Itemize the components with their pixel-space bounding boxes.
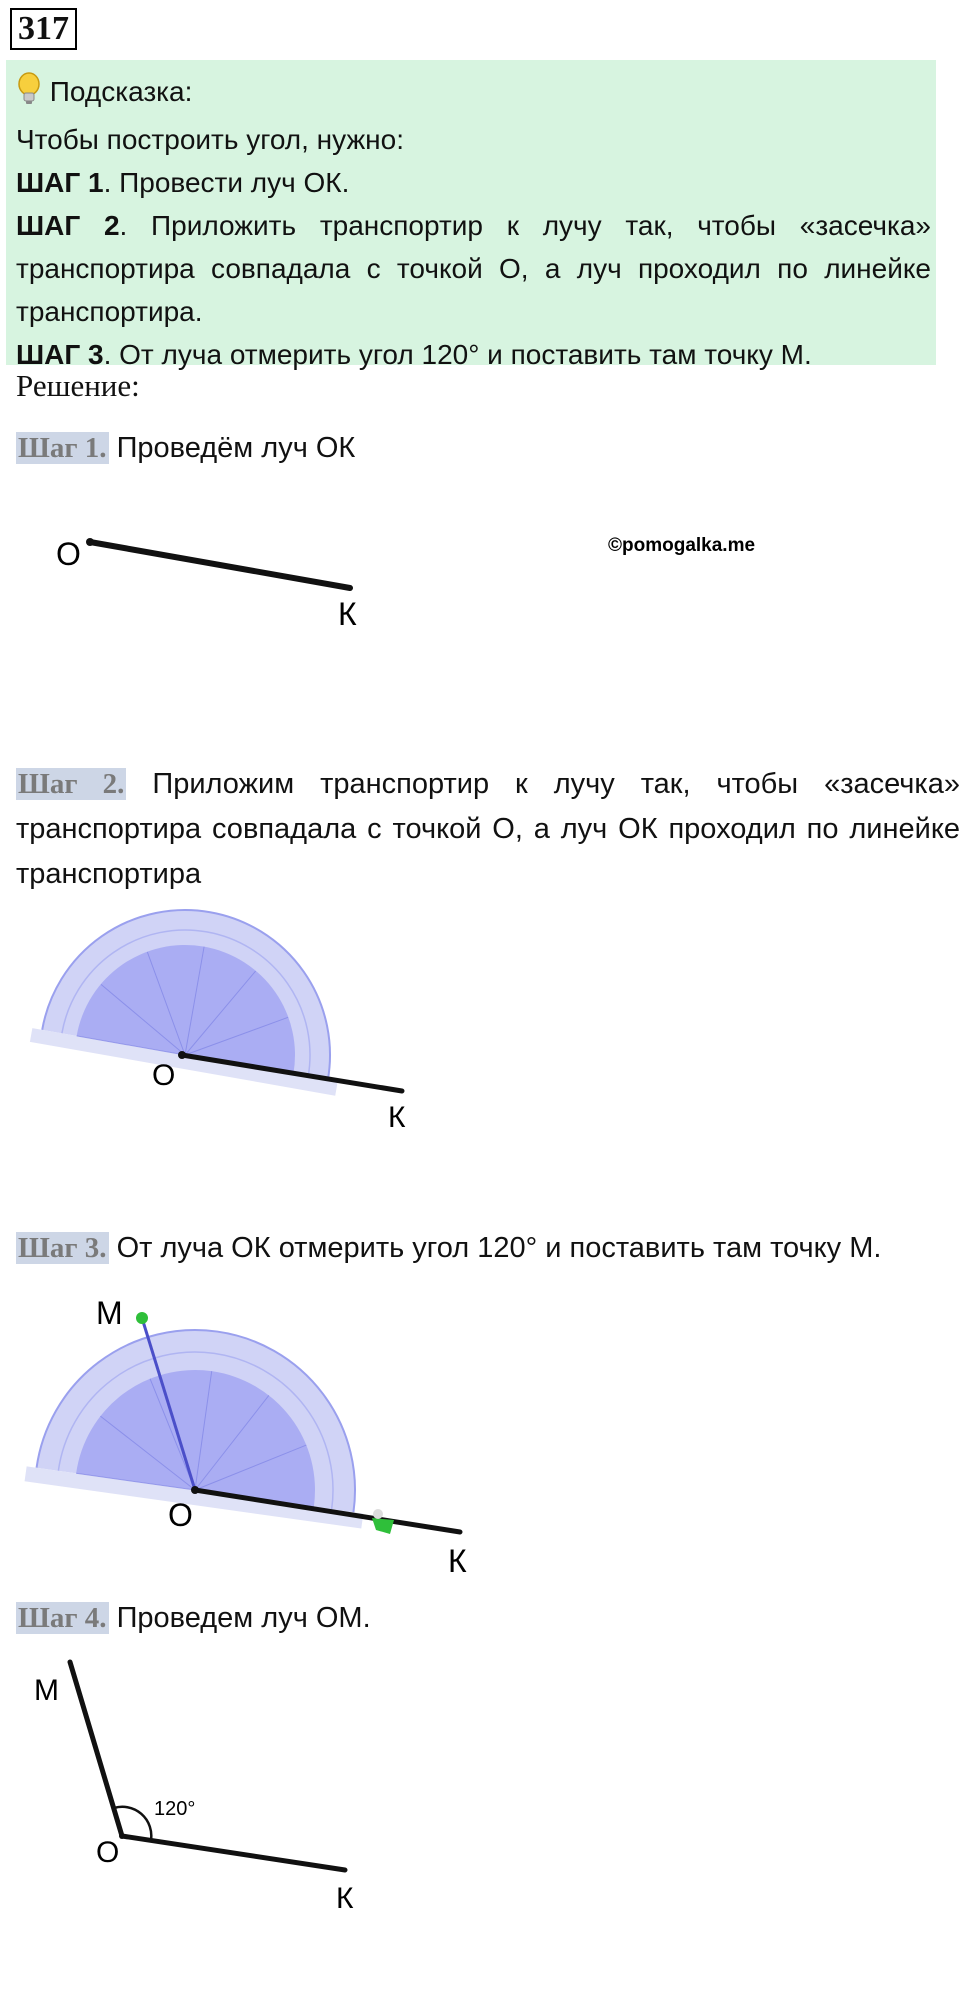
point-o	[119, 1833, 125, 1839]
step-label: Шаг 3.	[18, 1232, 107, 1264]
hint-intro: Чтобы построить угол, нужно:	[16, 124, 404, 155]
hint-step-label: ШАГ 2	[16, 210, 120, 241]
label-k: К	[448, 1543, 467, 1579]
ray-om	[70, 1662, 122, 1836]
angle-label: 120°	[154, 1798, 196, 1820]
protractor	[25, 1308, 386, 1529]
label-o: О	[56, 536, 81, 572]
point-m-marker	[136, 1312, 148, 1324]
hint-step-label: ШАГ 3	[16, 339, 104, 370]
hint-text	[16, 70, 931, 376]
step-label: Шаг 2.	[18, 768, 125, 800]
protractor-pin	[373, 1509, 383, 1519]
point-o	[178, 1051, 186, 1059]
solution-title: Решение:	[16, 368, 140, 403]
label-k: К	[338, 596, 357, 632]
step-label: Шаг 4.	[18, 1602, 107, 1634]
hint-title: Подсказка:	[49, 76, 193, 107]
hint-step-text: . Провести луч ОК.	[103, 167, 350, 198]
step-text: Проведем луч ОМ.	[108, 1602, 371, 1634]
label-m: М	[34, 1674, 59, 1707]
solution-step-2	[16, 762, 960, 897]
figure-protractor-step2	[20, 905, 440, 1145]
task-number: 317	[10, 8, 77, 50]
label-o: О	[168, 1497, 193, 1533]
hint-step-label: ШАГ 1	[16, 167, 104, 198]
label-o: О	[152, 1059, 176, 1092]
point-o	[86, 538, 94, 546]
figure-ray-ok	[40, 520, 920, 640]
label-m: М	[96, 1295, 123, 1331]
label-o: О	[96, 1836, 120, 1869]
protractor	[30, 905, 363, 1096]
step-text: Приложим транспортир к лучу так, чтобы «засечка» транспортира совпадала с точкой О, а луч ОК проходил по линейке транспортира	[16, 768, 960, 890]
label-k: К	[388, 1101, 406, 1134]
ray-ok	[90, 542, 350, 588]
solution-step-1	[16, 426, 946, 470]
ray-ok	[122, 1836, 345, 1870]
figure-protractor-step3	[20, 1290, 500, 1580]
solution-step-4	[16, 1596, 946, 1640]
point-o	[191, 1486, 199, 1494]
lightbulb-icon	[16, 72, 42, 118]
hint-step-2	[16, 204, 931, 333]
watermark: ©pomogalka.me	[608, 535, 756, 556]
hint-step-text: . Приложить транспортир к лучу так, чтобы «засечка» транспортира совпадала с точкой О, а луч проходил по линейке транспортира.	[16, 210, 931, 327]
label-k: К	[336, 1882, 354, 1915]
step-label: Шаг 1.	[18, 432, 107, 464]
hint-step-3	[16, 333, 931, 376]
hint-step-1	[16, 161, 931, 204]
green-marker-icon	[372, 1518, 394, 1534]
step-text: Проведём луч ОК	[108, 432, 356, 464]
hint-box	[6, 60, 936, 370]
hint-title-line	[16, 70, 931, 118]
solution-step-3	[16, 1226, 960, 1270]
step-text: От луча ОК отмерить угол 120° и поставить там точку М.	[108, 1232, 882, 1264]
figure-angle-mok	[20, 1650, 400, 1920]
hint-step-text: . От луча отмерить угол 120° и поставить там точку М.	[103, 339, 812, 370]
